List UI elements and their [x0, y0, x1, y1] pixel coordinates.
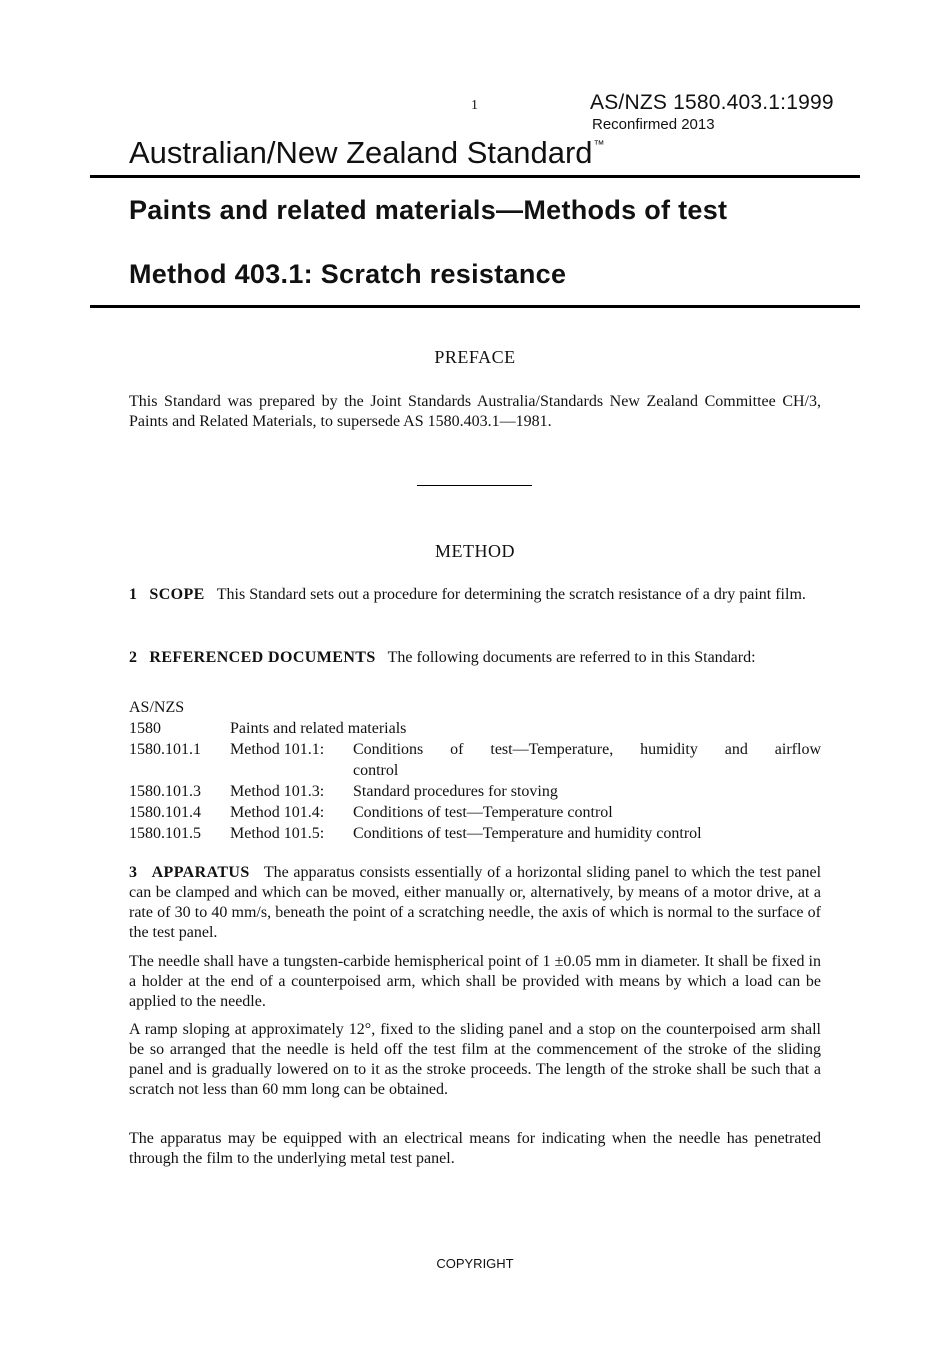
preface-text: This Standard was prepared by the Joint Standards Australia/Standards New Zealand Committee CH/3, Paints and Related Materials, to supersede AS 1580.403.1—1981.: [129, 393, 821, 430]
reference-title-continuation: control: [353, 762, 399, 779]
references-clause: [129, 648, 821, 668]
references-prefix: AS/NZS: [129, 699, 185, 716]
apparatus-number: 3: [129, 864, 138, 881]
reference-row: [129, 823, 821, 844]
scope-label: SCOPE: [149, 586, 205, 603]
references-prefix-row: [129, 697, 821, 718]
apparatus-paragraph-3: A ramp sloping at approximately 12°, fixed to the sliding panel and a stop on the counterpoised arm shall be so arranged that the needle is held off the test film at the commencement of the stroke of the sliding panel and is gradually lowered on to it as the stroke proceeds. The length of the stroke shall be such that a scratch not less than 60 mm long can be obtained.: [129, 1021, 821, 1098]
document-title: Paints and related materials—Methods of test: [129, 195, 728, 225]
reference-title: Conditions of test—Temperature and humidity control: [353, 825, 702, 842]
reference-title: Conditions of test—Temperature, humidity and airflow: [353, 741, 821, 758]
apparatus-text: The apparatus consists essentially of a horizontal sliding panel to which the test panel can be clamped and which can be moved, either manually or, alternatively, by means of a motor drive, at a rate of 30 to 40 mm/s, beneath the point of a scratching needle, the axis of which is normal to the surface of the test panel.: [129, 864, 822, 941]
reference-row: [129, 739, 821, 760]
document-subtitle: Method 403.1: Scratch resistance: [129, 259, 567, 289]
references-table: [129, 697, 821, 844]
scope-clause: [129, 585, 821, 605]
reference-method: Method 101.5:: [230, 825, 325, 842]
reference-row: [129, 718, 821, 739]
reference-doc-number: 1580.101.3: [129, 783, 201, 800]
reference-doc-number: 1580: [129, 720, 161, 737]
standard-number: AS/NZS 1580.403.1:1999: [590, 91, 834, 114]
page-number: 1: [471, 98, 478, 113]
reference-title: Conditions of test—Temperature control: [353, 804, 613, 821]
reference-title: Paints and related materials: [230, 720, 407, 737]
reference-doc-number: 1580.101.1: [129, 741, 201, 758]
top-rule: [90, 175, 860, 178]
preface-heading: PREFACE: [434, 347, 516, 367]
copyright-footer: COPYRIGHT: [436, 1256, 514, 1271]
reference-doc-number: 1580.101.5: [129, 825, 201, 842]
reference-method: Method 101.4:: [230, 804, 325, 821]
apparatus-clause: [129, 863, 821, 943]
apparatus-paragraph-4: The apparatus may be equipped with an electrical means for indicating when the needle has penetrated through the film to the underlying metal test panel.: [129, 1130, 821, 1167]
method-heading: METHOD: [435, 541, 515, 561]
reference-row: [129, 802, 821, 823]
reference-doc-number: 1580.101.4: [129, 804, 201, 821]
scope-number: 1: [129, 586, 138, 603]
apparatus-paragraph-2: The needle shall have a tungsten-carbide hemispherical point of 1 ±0.05 mm in diameter. It shall be fixed in a holder at the end of a counterpoised arm, which shall be provided with means by which a load can be applied to the needle.: [129, 953, 821, 1010]
apparatus-label: APPARATUS: [151, 864, 250, 881]
title-bottom-rule: [90, 305, 860, 308]
standard-label: [129, 135, 605, 171]
standard-label-text: Australian/New Zealand Standard: [129, 135, 593, 170]
section-divider: [417, 485, 532, 486]
reference-row: [129, 781, 821, 802]
references-label: REFERENCED DOCUMENTS: [149, 649, 376, 666]
references-number: 2: [129, 649, 138, 666]
trademark-symbol: ™: [593, 139, 605, 151]
scope-text: This Standard sets out a procedure for determining the scratch resistance of a dry paint film.: [216, 586, 806, 603]
reconfirmed-note: Reconfirmed 2013: [592, 116, 715, 133]
references-text: The following documents are referred to in this Standard:: [387, 649, 756, 666]
reference-title: Standard procedures for stoving: [353, 783, 558, 800]
reference-row-continuation: [129, 760, 821, 781]
reference-method: Method 101.3:: [230, 783, 325, 800]
reference-method: Method 101.1:: [230, 741, 325, 758]
